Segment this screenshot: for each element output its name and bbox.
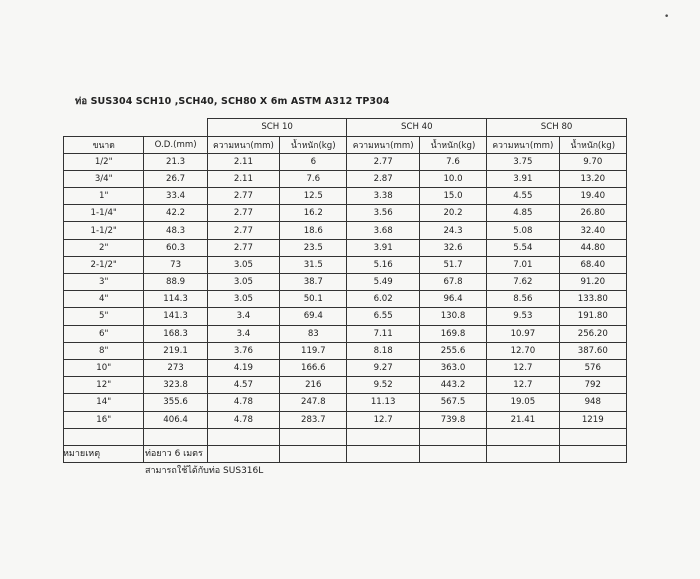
table-cell: 9.52 bbox=[347, 377, 419, 394]
table-cell: 3.75 bbox=[487, 153, 559, 170]
table-row bbox=[64, 342, 627, 359]
table-cell: 14" bbox=[64, 394, 144, 411]
table-row bbox=[64, 188, 627, 205]
table-cell: 6 bbox=[280, 153, 347, 170]
table-cell: 19.05 bbox=[487, 394, 559, 411]
column-header: ความหนา(mm) bbox=[487, 136, 559, 153]
table-cell: 91.20 bbox=[559, 274, 626, 291]
table-cell: 2.77 bbox=[207, 205, 279, 222]
group-header-sch10: SCH 10 bbox=[207, 119, 347, 137]
empty-cell bbox=[419, 445, 486, 462]
table-cell: 7.62 bbox=[487, 274, 559, 291]
table-cell: 26.80 bbox=[559, 205, 626, 222]
table-cell: 24.3 bbox=[419, 222, 486, 239]
table-cell: 792 bbox=[559, 377, 626, 394]
table-cell: 12.7 bbox=[487, 377, 559, 394]
table-cell: 21.3 bbox=[144, 153, 207, 170]
table-cell: 2.11 bbox=[207, 153, 279, 170]
table-row bbox=[64, 394, 627, 411]
table-cell: 191.80 bbox=[559, 308, 626, 325]
table-cell: 50.1 bbox=[280, 291, 347, 308]
table-cell: 8" bbox=[64, 342, 144, 359]
table-cell: 16.2 bbox=[280, 205, 347, 222]
empty-cell bbox=[559, 428, 626, 445]
table-cell: 1" bbox=[64, 188, 144, 205]
empty-cell bbox=[419, 428, 486, 445]
table-cell: 9.53 bbox=[487, 308, 559, 325]
table-cell: 256.20 bbox=[559, 325, 626, 342]
table-cell: 4.57 bbox=[207, 377, 279, 394]
table-cell: 5.49 bbox=[347, 274, 419, 291]
table-cell: 3.76 bbox=[207, 342, 279, 359]
table-cell: 4.78 bbox=[207, 394, 279, 411]
table-cell: 1219 bbox=[559, 411, 626, 428]
table-cell: 3.4 bbox=[207, 308, 279, 325]
table-cell: 114.3 bbox=[144, 291, 207, 308]
table-cell: 1-1/4" bbox=[64, 205, 144, 222]
table-cell: 12" bbox=[64, 377, 144, 394]
table-row bbox=[64, 239, 627, 256]
table-cell: 12.70 bbox=[487, 342, 559, 359]
empty-cell bbox=[64, 428, 144, 445]
table-cell: 42.2 bbox=[144, 205, 207, 222]
table-row bbox=[64, 153, 627, 170]
table-cell: 216 bbox=[280, 377, 347, 394]
table-cell: 8.18 bbox=[347, 342, 419, 359]
table-cell: 12.5 bbox=[280, 188, 347, 205]
table-row bbox=[64, 325, 627, 342]
table-row bbox=[64, 205, 627, 222]
table-cell: 2.87 bbox=[347, 170, 419, 187]
table-cell: 133.80 bbox=[559, 291, 626, 308]
table-cell: 16" bbox=[64, 411, 144, 428]
schedule-group-row bbox=[64, 119, 627, 137]
empty-cell bbox=[559, 445, 626, 462]
empty-cell bbox=[144, 428, 207, 445]
column-header: O.D.(mm) bbox=[144, 136, 207, 153]
table-cell: 7.6 bbox=[280, 170, 347, 187]
table-cell: 219.1 bbox=[144, 342, 207, 359]
table-cell: 12.7 bbox=[347, 411, 419, 428]
table-cell: 6.55 bbox=[347, 308, 419, 325]
table-cell: 948 bbox=[559, 394, 626, 411]
table-cell: 18.6 bbox=[280, 222, 347, 239]
table-cell: 4.55 bbox=[487, 188, 559, 205]
pipe-spec-table bbox=[63, 118, 627, 463]
table-cell: 32.6 bbox=[419, 239, 486, 256]
table-cell: 130.8 bbox=[419, 308, 486, 325]
table-cell: 3.05 bbox=[207, 274, 279, 291]
table-cell: 10.0 bbox=[419, 170, 486, 187]
notes-label: หมายเหตุ bbox=[63, 449, 101, 459]
empty-cell bbox=[347, 428, 419, 445]
table-cell: 88.9 bbox=[144, 274, 207, 291]
corner-mark: • bbox=[664, 12, 670, 22]
table-cell: 8.56 bbox=[487, 291, 559, 308]
table-cell: 363.0 bbox=[419, 359, 486, 376]
table-cell: 4.78 bbox=[207, 411, 279, 428]
table-cell: 60.3 bbox=[144, 239, 207, 256]
table-cell: 26.7 bbox=[144, 170, 207, 187]
table-cell: 1-1/2" bbox=[64, 222, 144, 239]
column-header: ความหนา(mm) bbox=[207, 136, 279, 153]
table-cell: 3/4" bbox=[64, 170, 144, 187]
column-header: น้ำหนัก(kg) bbox=[559, 136, 626, 153]
empty-table-row bbox=[64, 428, 627, 445]
table-cell: 68.40 bbox=[559, 256, 626, 273]
table-cell: 3.68 bbox=[347, 222, 419, 239]
blank-corner-cell bbox=[64, 119, 208, 137]
table-cell: 4" bbox=[64, 291, 144, 308]
table-cell: 20.2 bbox=[419, 205, 486, 222]
table-cell: 273 bbox=[144, 359, 207, 376]
table-cell: 3.56 bbox=[347, 205, 419, 222]
table-cell: 2.77 bbox=[347, 153, 419, 170]
table-cell: 31.5 bbox=[280, 256, 347, 273]
table-cell: 4.85 bbox=[487, 205, 559, 222]
table-cell: 739.8 bbox=[419, 411, 486, 428]
table-cell: 283.7 bbox=[280, 411, 347, 428]
table-cell: 141.3 bbox=[144, 308, 207, 325]
column-header: น้ำหนัก(kg) bbox=[280, 136, 347, 153]
note-sus316l-compatible: สามารถใช้ได้กับท่อ SUS316L bbox=[145, 466, 264, 476]
table-cell: 5.08 bbox=[487, 222, 559, 239]
table-cell: 73 bbox=[144, 256, 207, 273]
table-cell: 19.40 bbox=[559, 188, 626, 205]
table-cell: 7.6 bbox=[419, 153, 486, 170]
column-header-row bbox=[64, 136, 627, 153]
table-cell: 12.7 bbox=[487, 359, 559, 376]
table-cell: 13.20 bbox=[559, 170, 626, 187]
empty-cell bbox=[487, 445, 559, 462]
table-cell: 247.8 bbox=[280, 394, 347, 411]
table-cell: 21.41 bbox=[487, 411, 559, 428]
empty-cell bbox=[487, 428, 559, 445]
table-cell: 3.91 bbox=[487, 170, 559, 187]
column-header: ขนาด bbox=[64, 136, 144, 153]
table-cell: 6" bbox=[64, 325, 144, 342]
table-cell: 15.0 bbox=[419, 188, 486, 205]
table-cell: 576 bbox=[559, 359, 626, 376]
empty-cell bbox=[207, 445, 279, 462]
table-cell: 67.8 bbox=[419, 274, 486, 291]
table-row bbox=[64, 411, 627, 428]
table-cell: 443.2 bbox=[419, 377, 486, 394]
table-row bbox=[64, 274, 627, 291]
table-cell: 9.27 bbox=[347, 359, 419, 376]
empty-cell bbox=[280, 428, 347, 445]
table-cell: 166.6 bbox=[280, 359, 347, 376]
table-cell: 2.77 bbox=[207, 239, 279, 256]
table-cell: 83 bbox=[280, 325, 347, 342]
table-cell: 168.3 bbox=[144, 325, 207, 342]
table-cell: 3.38 bbox=[347, 188, 419, 205]
table-row bbox=[64, 170, 627, 187]
table-cell: 2.11 bbox=[207, 170, 279, 187]
table-row bbox=[64, 291, 627, 308]
table-cell: 33.4 bbox=[144, 188, 207, 205]
table-cell: 3.05 bbox=[207, 291, 279, 308]
table-cell: 387.60 bbox=[559, 342, 626, 359]
table-cell: 5.16 bbox=[347, 256, 419, 273]
table-cell: 9.70 bbox=[559, 153, 626, 170]
table-cell: 5.54 bbox=[487, 239, 559, 256]
table-cell: 6.02 bbox=[347, 291, 419, 308]
column-header: ความหนา(mm) bbox=[347, 136, 419, 153]
table-cell: 10" bbox=[64, 359, 144, 376]
table-cell: 69.4 bbox=[280, 308, 347, 325]
table-cell: 96.4 bbox=[419, 291, 486, 308]
table-cell: 7.01 bbox=[487, 256, 559, 273]
table-cell: 3" bbox=[64, 274, 144, 291]
empty-cell bbox=[207, 428, 279, 445]
table-cell: 51.7 bbox=[419, 256, 486, 273]
empty-cell bbox=[347, 445, 419, 462]
table-cell: 32.40 bbox=[559, 222, 626, 239]
table-row bbox=[64, 377, 627, 394]
table-cell: 169.8 bbox=[419, 325, 486, 342]
table-cell: 44.80 bbox=[559, 239, 626, 256]
group-header-sch80: SCH 80 bbox=[487, 119, 627, 137]
table-cell: 23.5 bbox=[280, 239, 347, 256]
table-cell: 48.3 bbox=[144, 222, 207, 239]
table-row bbox=[64, 222, 627, 239]
table-cell: 7.11 bbox=[347, 325, 419, 342]
table-row bbox=[64, 308, 627, 325]
note-pipe-length: ท่อยาว 6 เมตร bbox=[145, 449, 203, 459]
table-row bbox=[64, 256, 627, 273]
table-cell: 355.6 bbox=[144, 394, 207, 411]
table-cell: 567.5 bbox=[419, 394, 486, 411]
table-cell: 38.7 bbox=[280, 274, 347, 291]
document-title: ท่อ SUS304 SCH10 ,SCH40, SCH80 X 6m ASTM A312 TP304 bbox=[75, 96, 390, 107]
table-cell: 406.4 bbox=[144, 411, 207, 428]
table-cell: 4.19 bbox=[207, 359, 279, 376]
table-cell: 2.77 bbox=[207, 222, 279, 239]
table-row bbox=[64, 359, 627, 376]
table-cell: 5" bbox=[64, 308, 144, 325]
table-cell: 2.77 bbox=[207, 188, 279, 205]
group-header-sch40: SCH 40 bbox=[347, 119, 487, 137]
table-cell: 3.91 bbox=[347, 239, 419, 256]
table-cell: 10.97 bbox=[487, 325, 559, 342]
table-cell: 3.4 bbox=[207, 325, 279, 342]
table-cell: 255.6 bbox=[419, 342, 486, 359]
table-cell: 2" bbox=[64, 239, 144, 256]
table-cell: 3.05 bbox=[207, 256, 279, 273]
table-cell: 2-1/2" bbox=[64, 256, 144, 273]
table-cell: 119.7 bbox=[280, 342, 347, 359]
table-cell: 1/2" bbox=[64, 153, 144, 170]
empty-cell bbox=[280, 445, 347, 462]
table-cell: 323.8 bbox=[144, 377, 207, 394]
table-cell: 11.13 bbox=[347, 394, 419, 411]
column-header: น้ำหนัก(kg) bbox=[419, 136, 486, 153]
